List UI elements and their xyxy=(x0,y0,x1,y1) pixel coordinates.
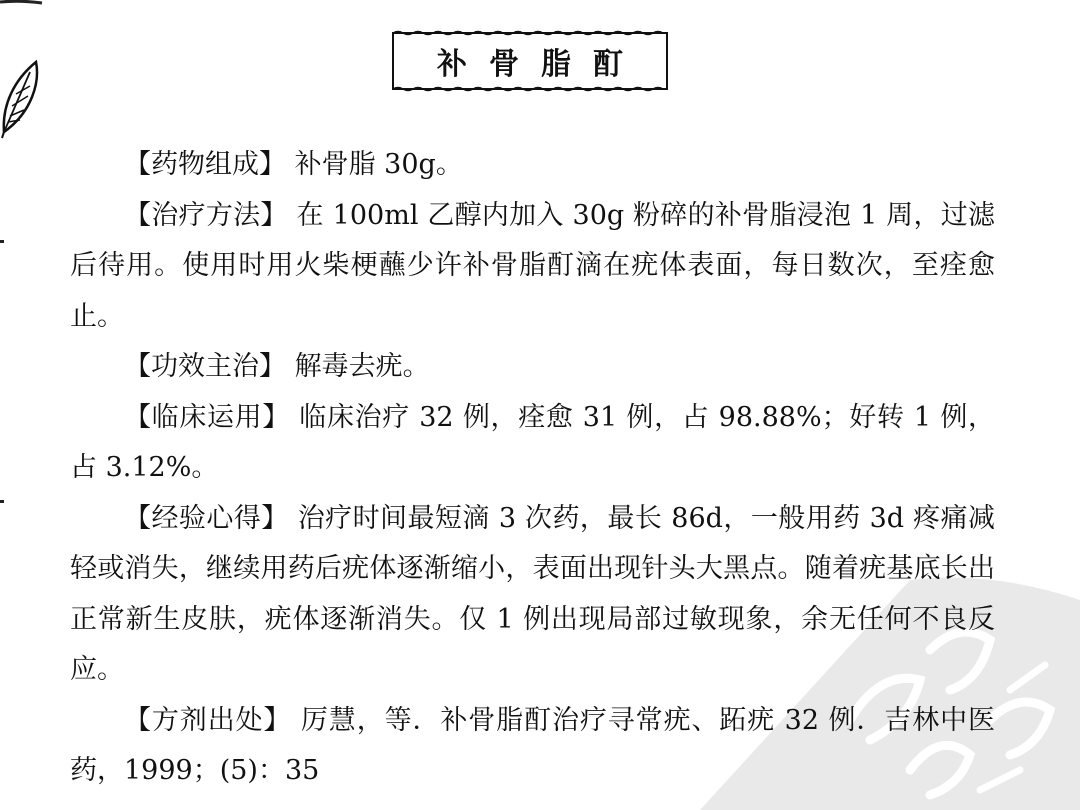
title-frame xyxy=(385,28,675,94)
document-body xyxy=(70,140,995,797)
section-text: 解毒去疣。 xyxy=(294,351,430,382)
section-experience xyxy=(70,494,995,696)
section-label: 【经验心得】 xyxy=(124,502,289,534)
leaf-ornament-icon xyxy=(0,50,46,140)
section-label: 【临床运用】 xyxy=(124,401,291,433)
edge-mark xyxy=(0,500,4,503)
section-label: 【治疗方法】 xyxy=(124,199,288,231)
section-text: 厉慧，等．补骨脂酊治疗寻常疣、跖疣 32 例．吉林中医药，1999；(5)：35 xyxy=(70,704,995,786)
section-text: 治疗时间最短滴 3 次药，最长 86d，一般用药 3d 疼痛减轻或消失，继续用药后疣体逐渐缩小，表面出现针头大黑点。随着疣基底长出正常新生皮肤，疣体逐渐消失。仅 1 例出现局部过敏现象，余无任何不良反应。 xyxy=(70,502,995,685)
section-text: 临床治疗 32 例，痊愈 31 例，占 98.88%；好转 1 例，占 3.12%。 xyxy=(70,401,995,483)
corner-mark xyxy=(0,0,44,8)
section-text: 补骨脂 30g。 xyxy=(294,149,463,180)
edge-mark xyxy=(0,240,4,243)
section-label: 【药物组成】 xyxy=(124,149,286,180)
section-method xyxy=(70,191,995,343)
section-label: 【功效主治】 xyxy=(124,351,286,382)
section-source xyxy=(70,696,995,797)
page-title: 补骨脂酊 xyxy=(437,47,645,82)
section-clinical-use xyxy=(70,393,995,494)
section-text: 在 100ml 乙醇内加入 30g 粉碎的补骨脂浸泡 1 周，过滤后待用。使用时用火柴梗蘸少许补骨脂酊滴在疣体表面，每日数次，至痊愈止。 xyxy=(70,199,996,332)
section-efficacy xyxy=(70,342,995,393)
section-label: 【方剂出处】 xyxy=(124,704,292,736)
section-ingredients xyxy=(70,140,995,191)
